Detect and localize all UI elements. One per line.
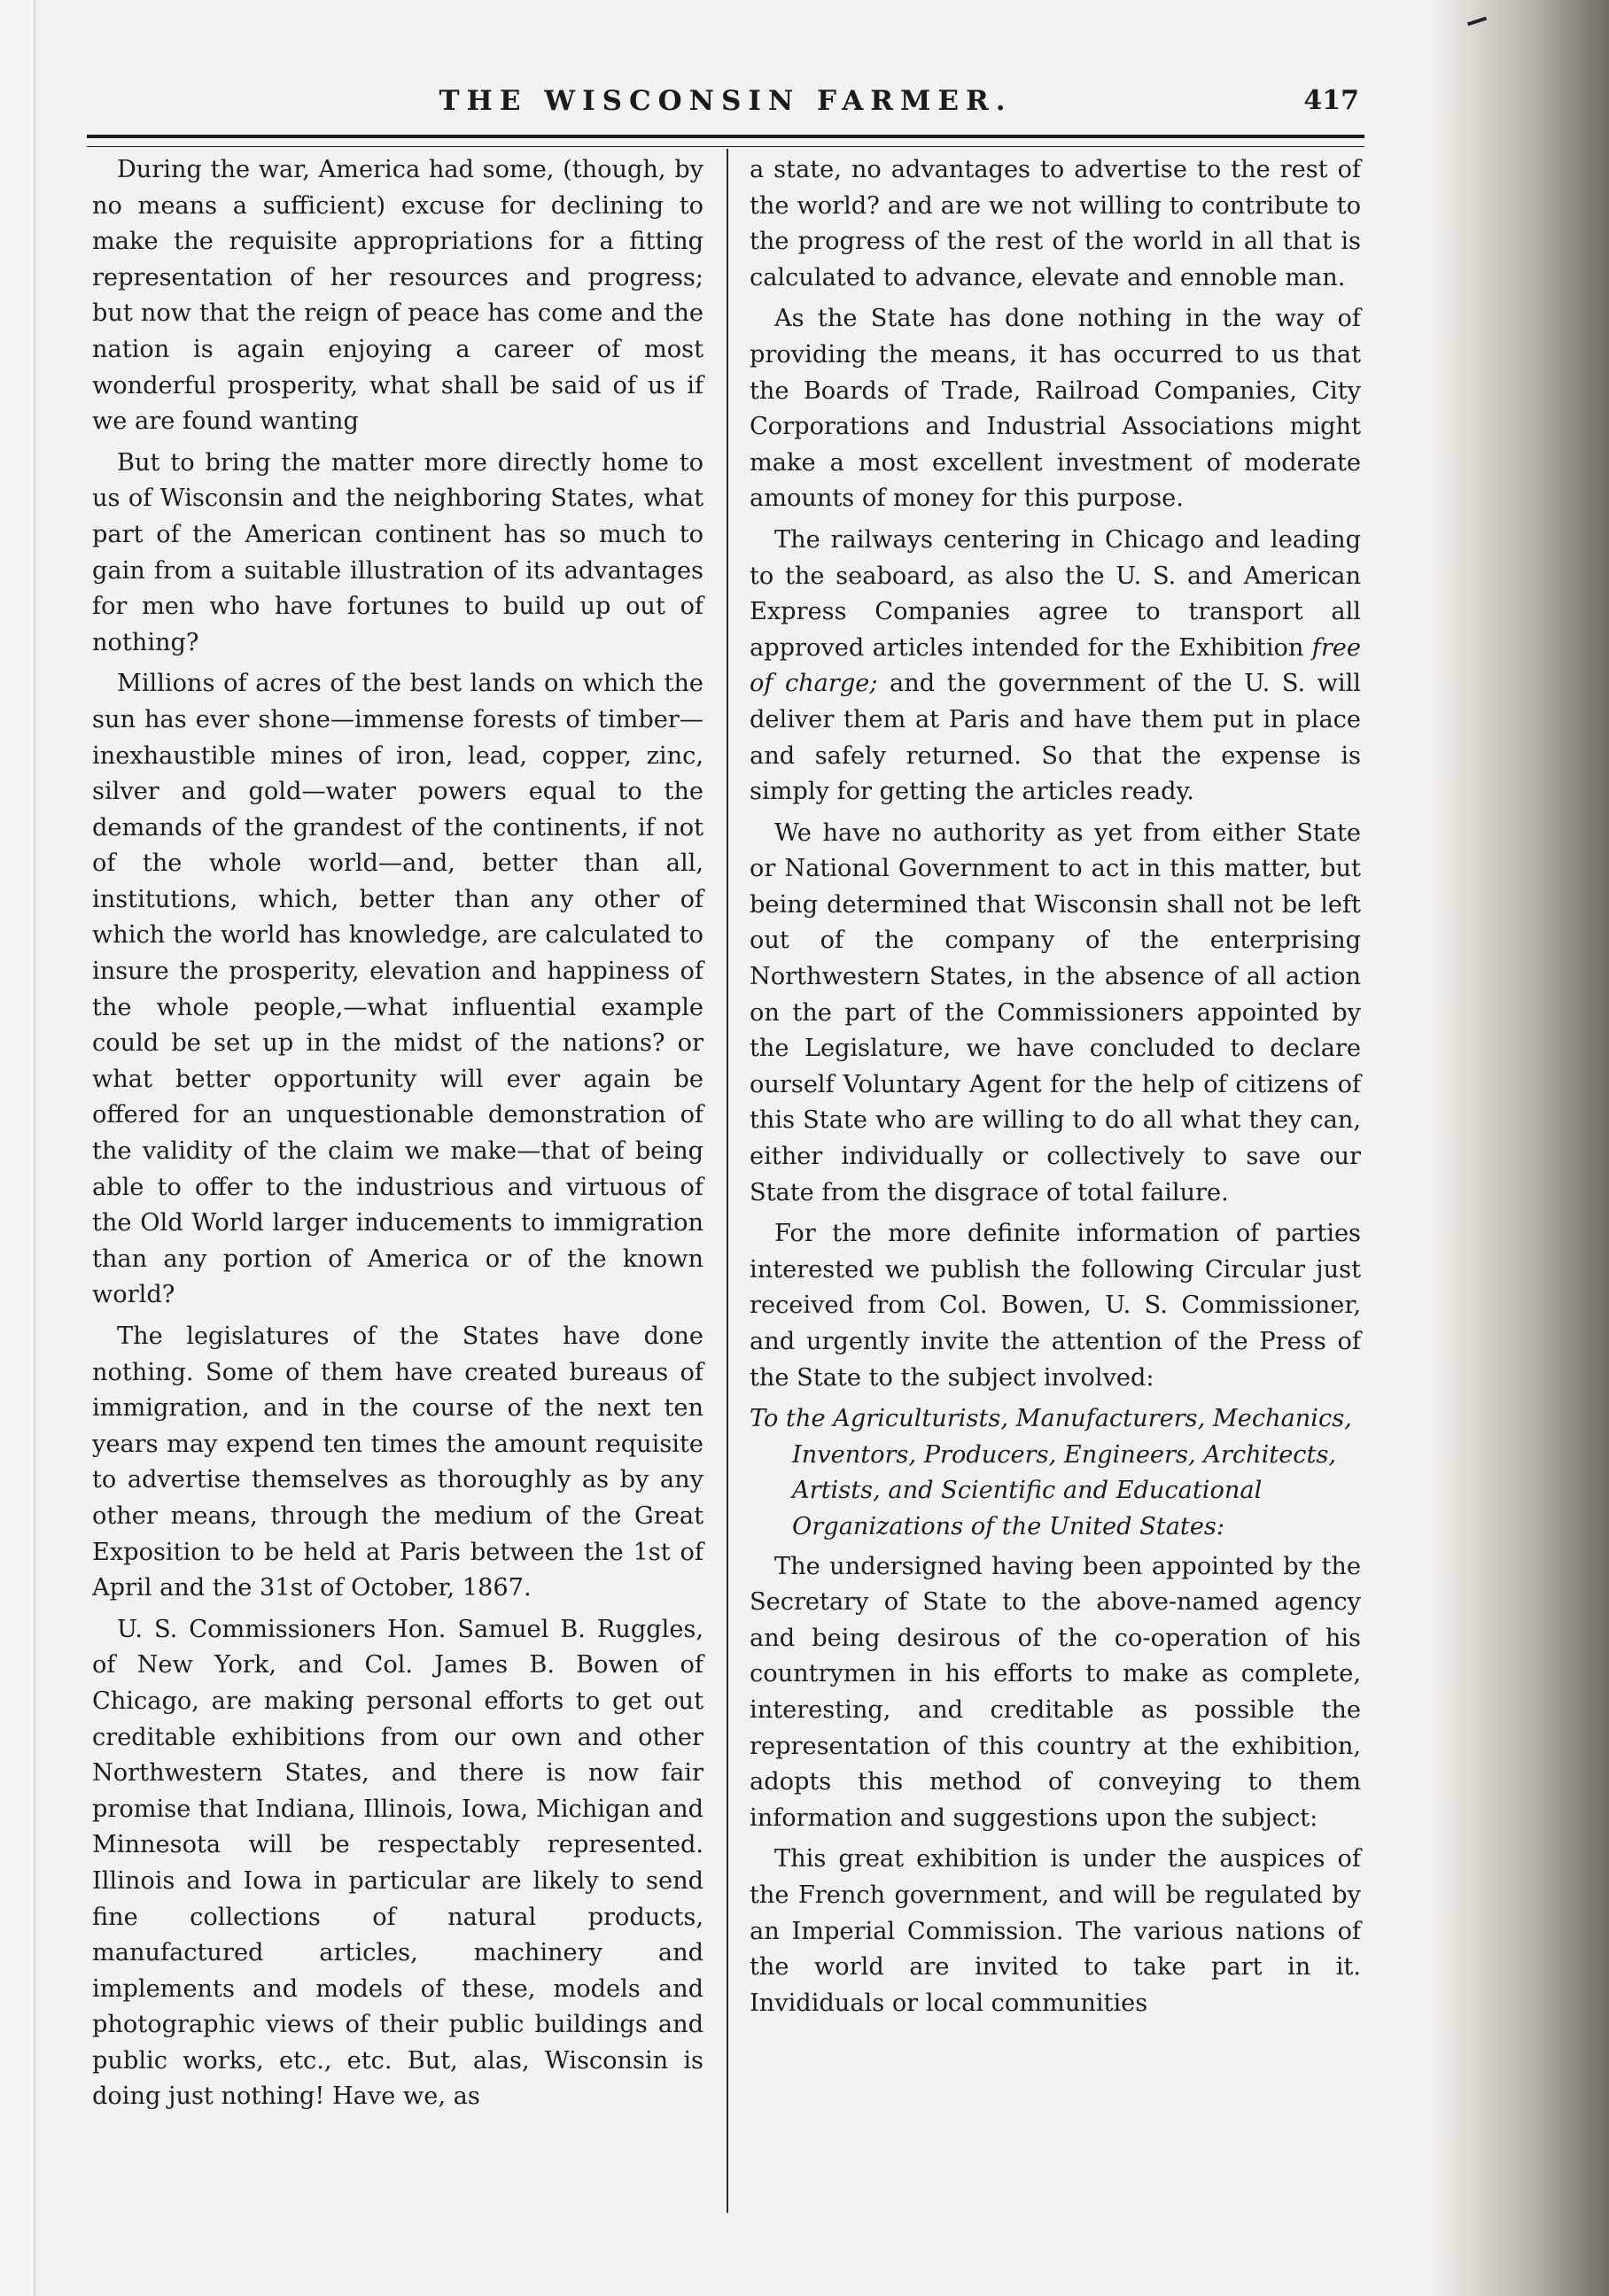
circular-address: To the Agriculturists, Manufacturers, Mechanics, Inventors, Producers, Engineers, Architects, Artists, and Scientific and Educational Organizations of the United States: [750, 1405, 1352, 1540]
paragraph-wisconsin-neighbors: But to bring the matter more directly home to us of Wisconsin and the neighboring States, what part of the American continent has so much to gain from a suitable illustration of its advantages for men who have fortunes to build up out of nothing? [92, 448, 703, 656]
free-of-charge-emphasis: free of charge; [750, 633, 1361, 698]
paragraph-natural-resources: Millions of acres of the best lands on which the sun has ever shone—immense forests of timber—inexhaustible mines of iron, lead, copper, zinc, silver and gold—water powers equal to the demands of the grandest of the continents, if not of the whole world—and, better than all, institutions, which, better than any other of which the world has knowledge, are calculated to insure the prosperity, elevation and happiness of the whole people,—what influential example could be set up in the midst of the nations? or what better opportunity will ever again be offered for an unquestionable demonstration of the validity of the claim we make—that of being able to offer to the industrious and virtuous of the Old World larger inducements to immigration than any portion of America or of the known world? [92, 670, 703, 1309]
paragraph-circular-intro: For the more definite information of parties interested we publish the following Circular just received from Col. Bowen, U. S. Commissioner, and urgently invite the attention of the Press of the State to the subject involved: [750, 1220, 1361, 1392]
paragraph-railways [750, 523, 1361, 811]
page-number: 417 [1303, 85, 1359, 116]
paragraph-voluntary-agent: We have no authority as yet from either State or National Government to act in this matter, but being determined that Wisconsin shall not be left out of the company of the enterprising Northwestern States, in the absence of all action on the part of the Commissioners appointed by the Legislature, we have concluded to declare ourself Voluntary Agent for the help of citizens of this State who are willing to do all what they can, either individually or collectively to save our State from the disgrace of total failure. [750, 818, 1361, 1206]
paragraph-boards-of-trade: As the State has done nothing in the way of providing the means, it has occurred to us that the Boards of Trade, Railroad Companies, City Corporations and Industrial Associations might make a most excellent investment of moderate amounts of money for this purpose. [750, 305, 1361, 513]
column-divider [727, 149, 728, 2213]
paragraph-exhibition-auspices: This great exhibition is under the auspices of the French government, and will be regulated by an Imperial Commission. The various nations of the world are invited to take part in it. Invididuals or local communities [750, 1845, 1361, 2017]
paragraph-continuation: a state, no advantages to advertise to the rest of the world? and are we not willing to contribute to the progress of the rest of the world in all that is calculated to advance, elevate and ennoble man. [750, 156, 1361, 291]
paragraph-legislatures: The legislatures of the States have done nothing. Some of them have created bureaus of immigration, and in the course of the next ten years may expend ten times the amount requisite to advertise themselves as thoroughly as by any other means, through the medium of the Great Exposition to be held at Paris between the 1st of April and the 31st of October, 1867. [92, 1323, 703, 1602]
running-header [87, 81, 1364, 124]
header-rule [87, 135, 1364, 147]
railways-text-b: and the government of the U. S. will deliver them at Paris and have them put in place and safely returned. So that the expense is simply for getting the articles ready. [750, 670, 1361, 806]
right-column [750, 152, 1361, 2023]
page-left-edge [0, 0, 35, 2296]
railways-text-a: The railways centering in Chicago and leading to the seaboard, as also the U. S. and American Express Companies agree to transport all approved articles intended for the Exhibition [750, 525, 1361, 662]
paragraph-war-appropriations: During the war, America had some, (though, by no means a sufficient) excuse for declining to make the requisite appropriations for a fitting representation of her resources and progress; but now that the reign of peace has come and the nation is again enjoying a career of most wonderful prosperity, what shall be said of us if we are found wanting [92, 156, 703, 436]
left-column [92, 152, 703, 2117]
publication-title: THE WISCONSIN FARMER. [439, 85, 1013, 117]
paragraph-undersigned: The undersigned having been appointed by the Secretary of State to the above-named agency and being desirous of the co-operation of his countrymen in his efforts to make as complete, interesting, and creditable as possible the representation of this country at the exhibition, adopts this method of conveying to them information and suggestions upon the subject: [750, 1552, 1361, 1832]
binding-gutter [1434, 0, 1609, 2296]
paragraph-commissioners: U. S. Commissioners Hon. Samuel B. Ruggles, of New York, and Col. James B. Bowen of Chicago, are making personal efforts to get out creditable exhibitions from our own and other Northwestern States, and there is now fair promise that Indiana, Illinois, Iowa, Michigan and Minnesota will be respectably represented. Illinois and Iowa in particular are likely to send fine collections of natural products, manufactured articles, machinery and implements and models of these, models and photographic views of their public buildings and public works, etc., etc. But, alas, Wisconsin is doing just nothing! Have we, as [92, 1615, 703, 2111]
